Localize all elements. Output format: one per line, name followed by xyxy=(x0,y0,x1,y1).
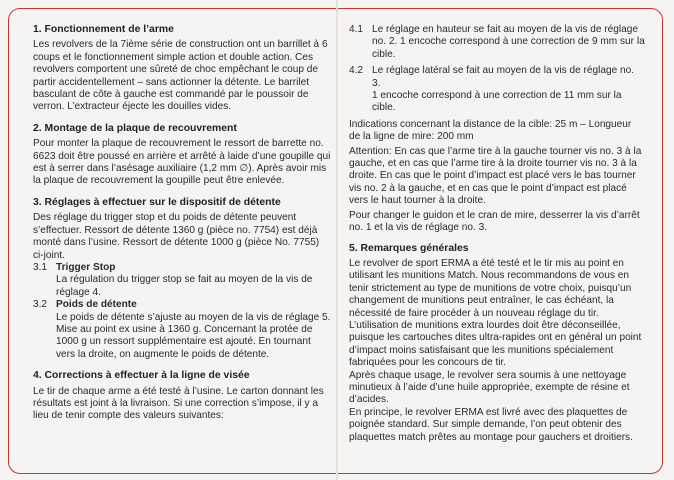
item-3-2-number: 3.2 xyxy=(33,299,48,311)
section-2 xyxy=(33,123,331,188)
section-1 xyxy=(33,24,331,114)
distance-note: Indications concernant la distance de la cible: 25 m – Longueur de la ligne de mire: 200 mm xyxy=(349,118,632,143)
section-5-paragraph-3: En principe, le revolver ERMA est livré avec des plaquettes de poignée standard. Sur simple demande, l’on peut obtenir des plaquettes match prêtes au montage pour gauchers et droitiers. xyxy=(349,406,633,443)
page-fold xyxy=(336,0,338,480)
item-4-1-text: Le réglage en hauteur se fait au moyen de la vis de réglage no. 2. 1 encoche correspond à une correction de 9 mm sur la cible. xyxy=(372,24,645,60)
section-4 xyxy=(33,370,331,423)
item-3-2-title: Poids de détente xyxy=(56,299,137,311)
section-1-title: 1. Fonctionnement de l’arme xyxy=(33,24,174,35)
section-3-title: 3. Réglages à effectuer sur le dispositif de détente xyxy=(33,196,281,208)
section-5-paragraph-2: Après chaque usage, le revolver sera soumis à une nettoyage minutieux à l’aide d’une huile appropriée, exempte de résine et d’acides. xyxy=(349,369,630,406)
item-3-1 xyxy=(33,262,331,299)
attention-note: Attention: En cas que l’arme tire à la gauche tourner vis no. 3 à la gauche, et en cas que l’arme tire à la droite tourner vis no. 3 à la droite. En cas que le point d’impact est placé vers le bas tourner vis no. 2 à la gauche, et en cas que le point d’impact est placé vers le haut tourner à la droite. xyxy=(349,145,642,207)
section-2-title: 2. Montage de la plaque de recouvrement xyxy=(33,122,237,134)
section-3 xyxy=(33,197,331,361)
guidon-note: Pour changer le guidon et le cran de mire, desserrer la vis d’arrêt no. 1 et la vis de réglage no. 3. xyxy=(349,209,640,234)
section-5 xyxy=(349,243,645,445)
section-5-title: 5. Remarques générales xyxy=(349,242,469,254)
section-3-intro: Des réglage du trigger stop et du poids de détente peuvent s’effectuer. Ressort de détente 1360 g (pièce no. 7754) est déjà monté dans l’usine. Ressort de détente 1000 g (pièce No. 7755) ci-joint. xyxy=(33,212,320,261)
item-3-2-text: Le poids de détente s’ajuste au moyen de la vis de réglage 5. Mise au point ex usine à 1360 g. Concernant la protée de 1000 g un ressort supplémentaire est ajouté. En tournant vers la droite, on augmente le poids de détente. xyxy=(56,311,331,360)
section-1-body: Les revolvers de la 7ième série de construction ont un barrillet à 6 coups et le fonctionnement simple action et double action. Ces revolvers comportent une sûreté de choc empêchant le coup de partir accidentellement – sans actionner la détente. Le barrilet basculant de côte à gauche est commandé par le poussoir de verron. L’extracteur éjecte les douilles vides. xyxy=(33,39,328,113)
item-3-2 xyxy=(33,299,331,361)
section-4-body: Le tir de chaque arme a été testé à l’usine. Le carton donnant les résultats est joint à la livraison. Si une correction s’impose, il y a lieu de tenir compte des valeurs suivantes: xyxy=(33,385,324,422)
item-4-2-text-2: 1 encoche correspond à une correction de 11 mm sur la cible. xyxy=(372,90,622,114)
item-4-2 xyxy=(349,65,645,115)
right-column xyxy=(349,24,645,444)
item-3-1-title: Trigger Stop xyxy=(56,261,116,273)
item-3-1-text: La régulation du trigger stop se fait au moyen de la vis de réglage 4. xyxy=(56,274,313,298)
item-4-1-number: 4.1 xyxy=(349,24,364,35)
item-4-2-text-1: Le réglage latéral se fait au moyen de la vis de réglage no. 3. xyxy=(372,65,635,89)
item-4-1 xyxy=(349,24,645,61)
section-4-title: 4. Corrections à effectuer à la ligne de visée xyxy=(33,370,250,382)
section-5-paragraph-1: Le revolver de sport ERMA a été testé et le tir mis au point en utilisant les munitions Match. Nous recommandons de vous en tenir strictement au type de munitions de votre choix, puisqu’un changement de munitions peut entraîner, le cas échéant, la nécessité de faire procéder à un nouveau réglage du tir. L’utilisation de munitions extra lourdes doit être déconseillée, puisque les cartouches dites ultra-rapides ont en général un point d’impact moins satisfaisant que les munitions spécialement fabriquées pour les concours de tir. xyxy=(349,257,642,369)
left-column xyxy=(33,24,331,432)
item-4-2-number: 4.2 xyxy=(349,65,364,77)
item-3-1-number: 3.1 xyxy=(33,261,48,273)
section-2-body: Pour monter la plaque de recouvrement le ressort de barrette no. 6623 doit être poussé en arrière et arrêté à laide d’une goupille qui est à serrer dans l’asésage auxiliaire (1,2 mm ∅). Après avoir mis la plaque de recouvrement la goupille peut être enlevée. xyxy=(33,138,331,187)
